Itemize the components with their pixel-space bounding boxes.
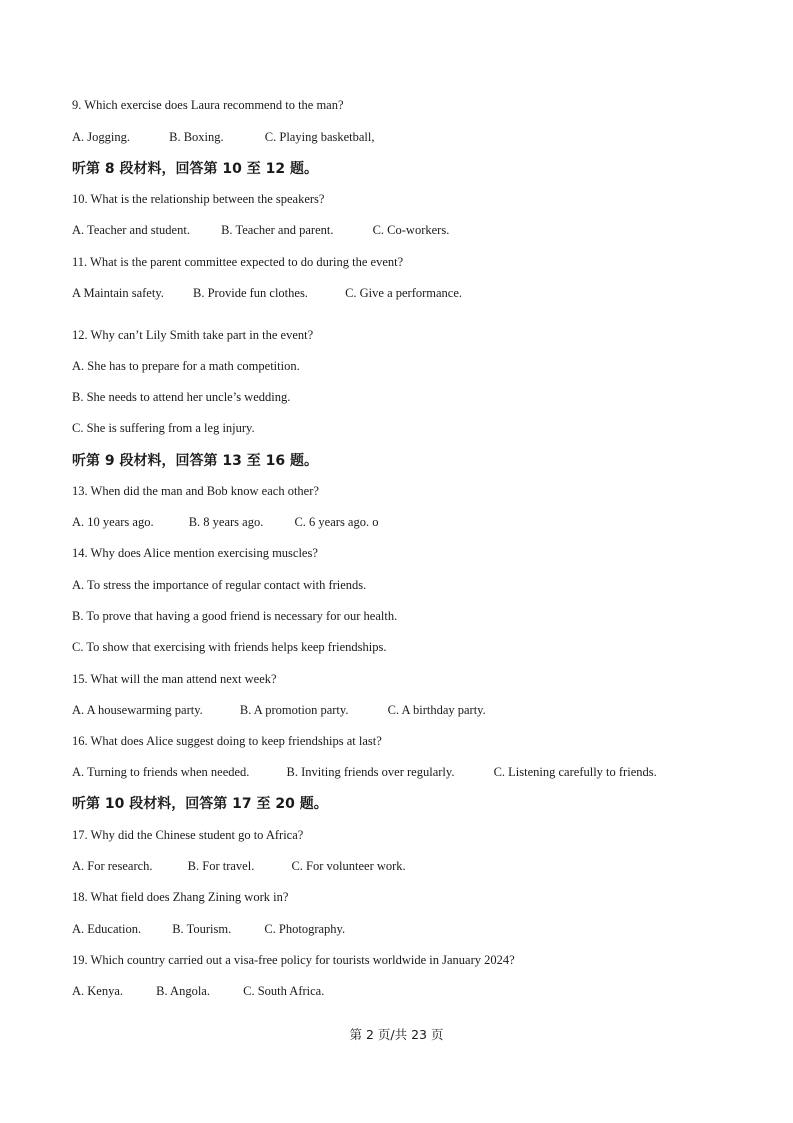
section-heading-10: 听第 10 段材料，回答第 17 至 20 题。 [72,796,328,812]
option-a: A. Kenya. [72,984,124,998]
option-b: B. 8 years ago. [188,515,264,529]
question-14-option-b: B. To prove that having a good friend is necessary for our health. [72,609,398,623]
section-heading-8: 听第 8 段材料，回答第 10 至 12 题。 [72,161,318,177]
question-13: 13. When did the man and Bob know each other? [72,484,319,498]
option-c: C. Photography. [264,922,346,936]
question-10: 10. What is the relationship between the speakers? [72,192,325,206]
question-18: 18. What field does Zhang Zining work in? [72,890,289,904]
question-12: 12. Why can’t Lily Smith take part in the event? [72,328,314,342]
option-c: C. South Africa. [243,984,325,998]
option-a: A. Jogging. [72,130,130,144]
option-a: A Maintain safety. [72,286,164,300]
question-15: 15. What will the man attend next week? [72,672,277,686]
question-18-options [72,921,345,937]
page-number-footer: 第 2 页/共 23 页 [349,1027,444,1042]
option-a: A. 10 years ago. [72,515,154,529]
question-10-options [72,222,449,238]
question-17-options [72,858,406,874]
question-11: 11. What is the parent committee expected to do during the event? [72,255,404,269]
option-b: B. Inviting friends over regularly. [286,765,455,779]
option-b: B. Tourism. [172,922,232,936]
option-c: C. Give a performance. [345,286,463,300]
option-a: A. Turning to friends when needed. [72,765,250,779]
question-16-options [72,764,657,780]
question-11-options [72,285,462,301]
option-c: C. For volunteer work. [291,859,406,873]
question-9: 9. Which exercise does Laura recommend to the man? [72,98,344,112]
question-14-option-a: A. To stress the importance of regular contact with friends. [72,578,367,592]
question-14: 14. Why does Alice mention exercising muscles? [72,546,318,560]
option-c: C. 6 years ago. o [294,515,379,529]
question-16: 16. What does Alice suggest doing to keep friendships at last? [72,734,382,748]
option-c: C. Listening carefully to friends. [493,765,657,779]
question-13-options [72,514,378,530]
option-b: B. Angola. [156,984,210,998]
option-a: A. For research. [72,859,153,873]
question-9-options [72,129,375,145]
question-12-option-b: B. She needs to attend her uncle’s wedding. [72,390,291,404]
question-12-option-a: A. She has to prepare for a math competition. [72,359,300,373]
option-c: C. Playing basketball, [264,130,375,144]
option-b: B. A promotion party. [239,703,349,717]
option-c: C. A birthday party. [387,703,486,717]
question-17: 17. Why did the Chinese student go to Africa? [72,828,304,842]
question-12-option-c: C. She is suffering from a leg injury. [72,421,255,435]
question-19-options [72,983,324,999]
option-a: A. A housewarming party. [72,703,203,717]
option-c: C. Co-workers. [372,223,450,237]
question-19: 19. Which country carried out a visa-free policy for tourists worldwide in January 2024? [72,953,515,967]
option-b: B. For travel. [187,859,255,873]
question-14-option-c: C. To show that exercising with friends helps keep friendships. [72,640,387,654]
section-heading-9: 听第 9 段材料，回答第 13 至 16 题。 [72,453,318,469]
option-a: A. Teacher and student. [72,223,190,237]
option-b: B. Provide fun clothes. [193,286,308,300]
option-a: A. Education. [72,922,142,936]
option-b: B. Boxing. [169,130,224,144]
question-15-options [72,702,486,718]
option-b: B. Teacher and parent. [221,223,334,237]
